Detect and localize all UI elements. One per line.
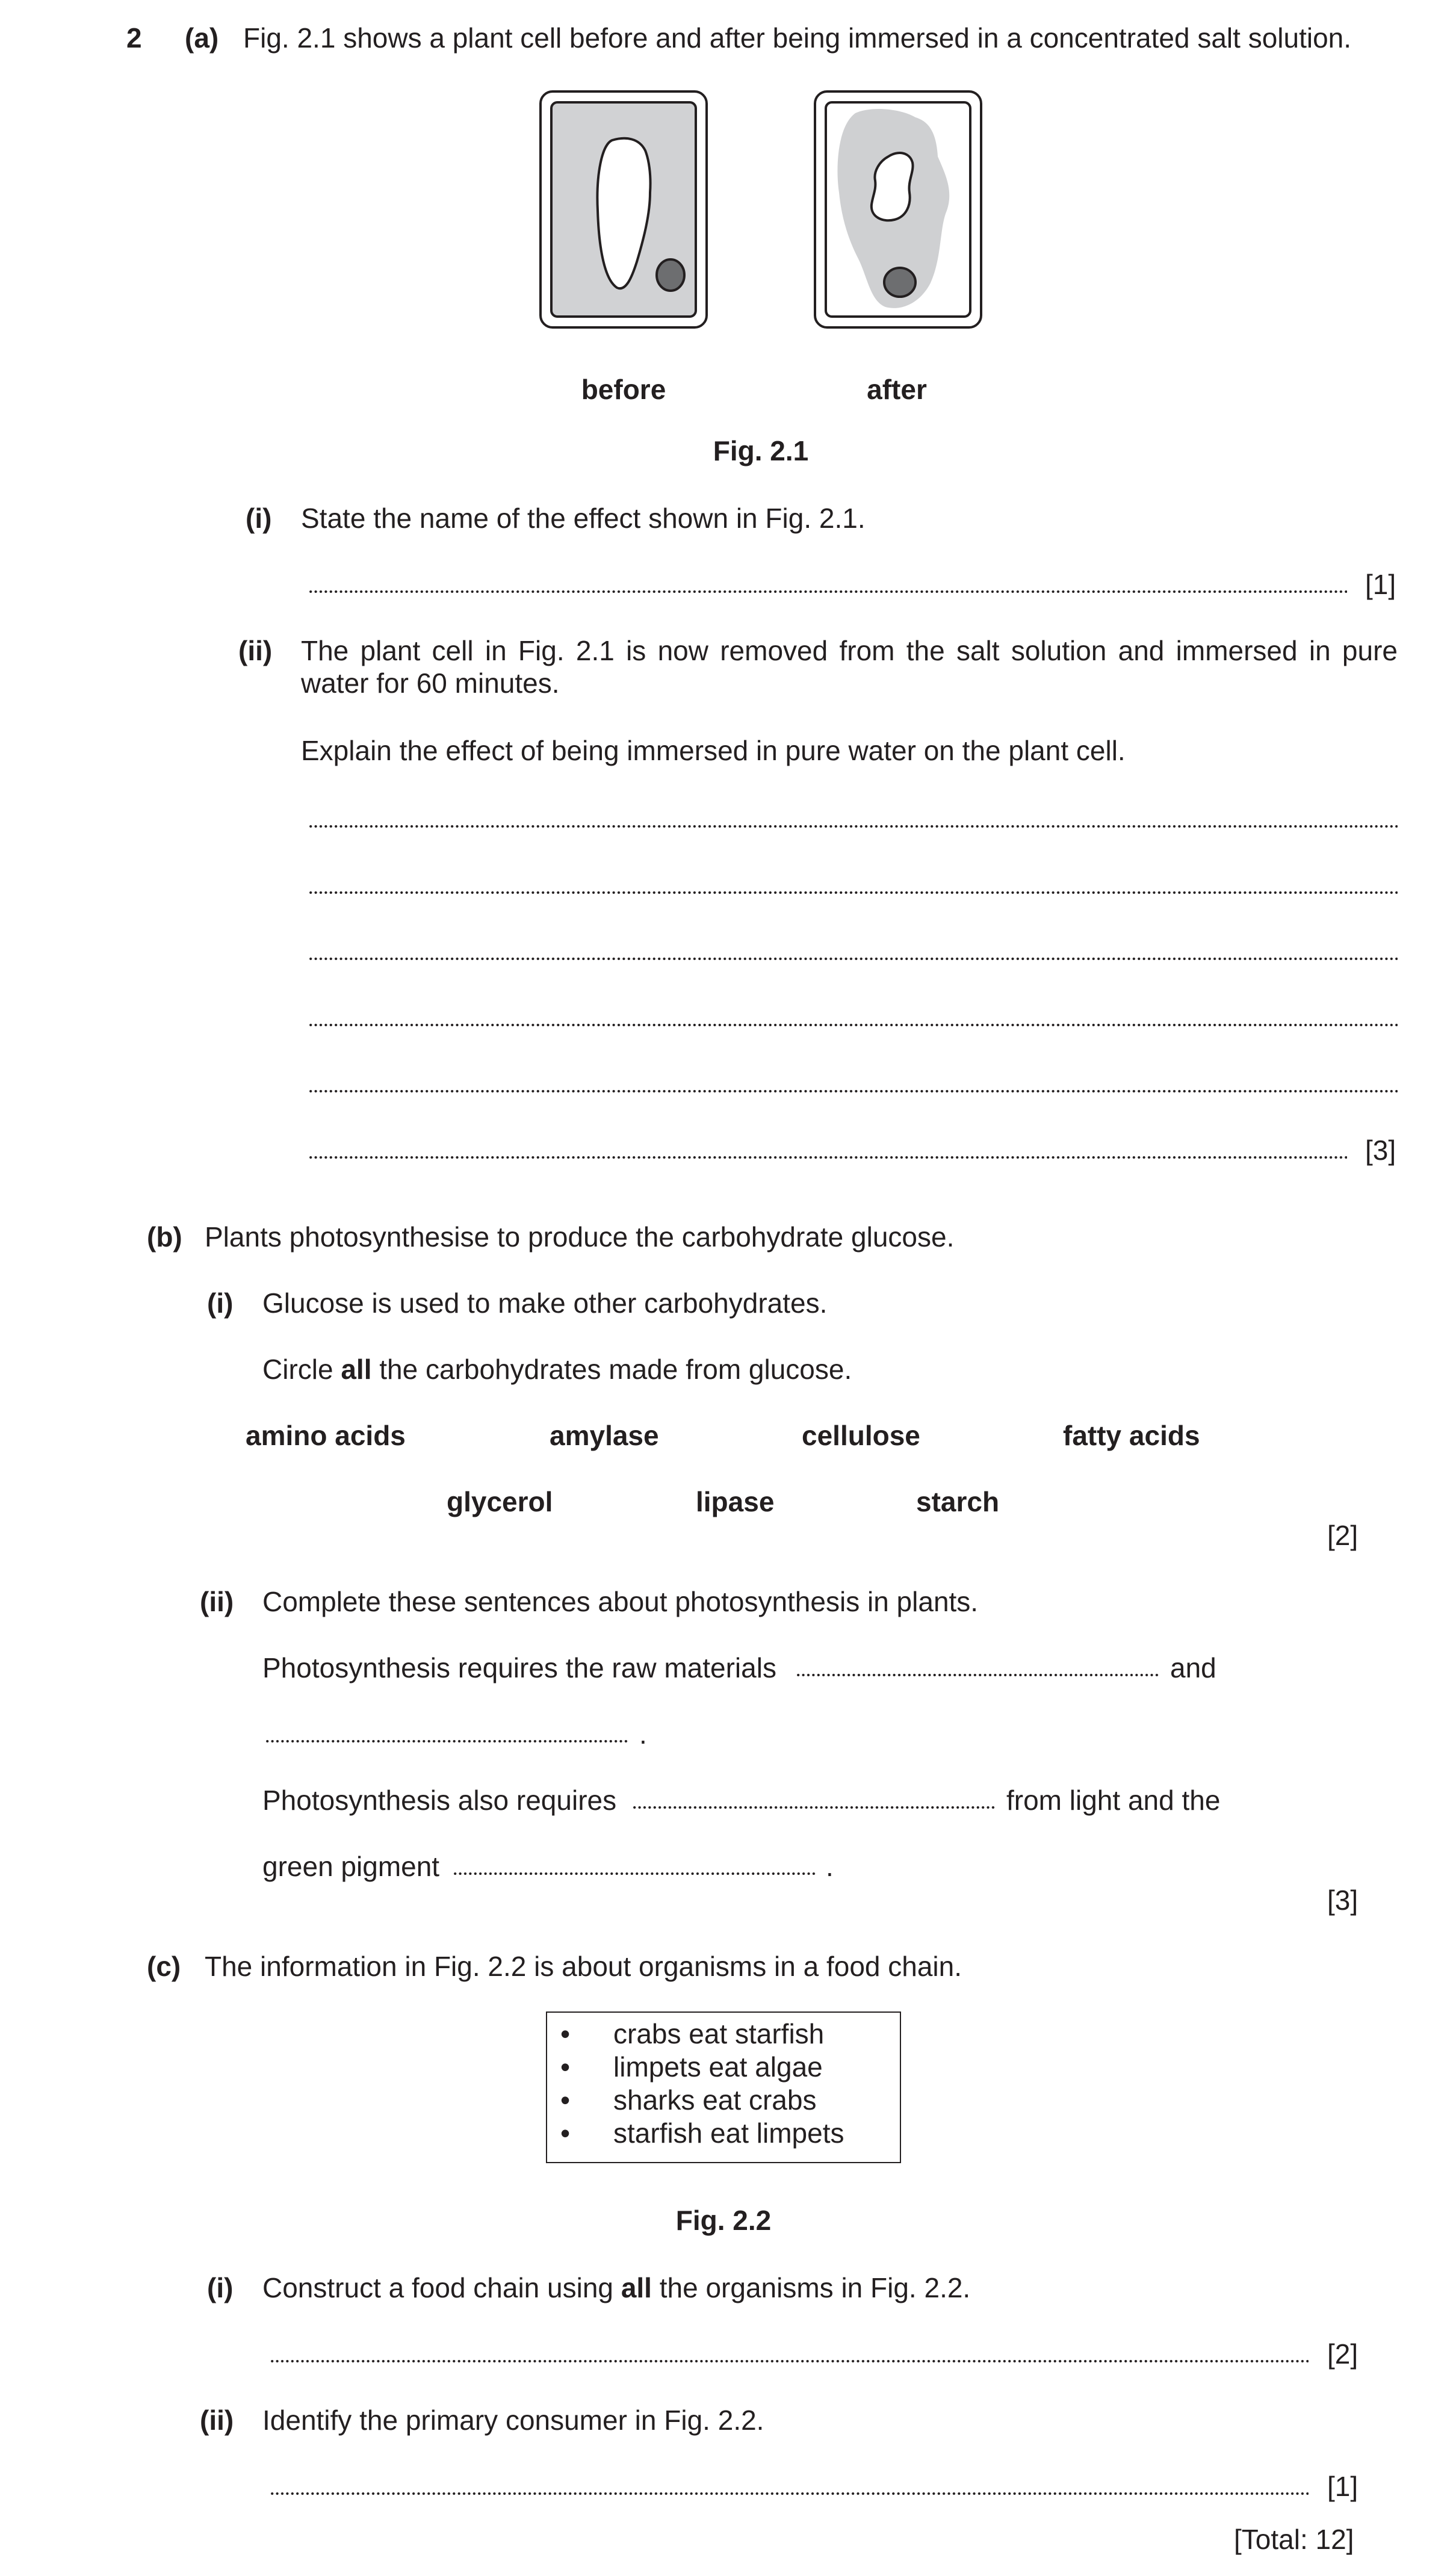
answer-line-a-i[interactable] bbox=[308, 590, 1347, 593]
part-a-ii-instruction: Explain the effect of being immersed in pure water on the plant cell. bbox=[301, 735, 1126, 766]
part-a-stem: Fig. 2.1 shows a plant cell before and after being immersed in a concentrated salt solution. bbox=[243, 22, 1352, 54]
sentence1-pre: Photosynthesis requires the raw materials bbox=[262, 1652, 776, 1683]
instruction-pre: Circle bbox=[262, 1354, 341, 1385]
marks-b-i: [2] bbox=[1327, 1520, 1358, 1551]
blank-pigment[interactable] bbox=[453, 1872, 816, 1875]
answer-line-a-ii-4[interactable] bbox=[308, 1023, 1398, 1027]
fact-bullet: • bbox=[560, 2084, 571, 2116]
marks-a-i: [1] bbox=[1365, 569, 1396, 600]
blank-raw-material-1[interactable] bbox=[796, 1673, 1159, 1677]
nucleus-after bbox=[884, 268, 915, 297]
option-cellulose[interactable]: cellulose bbox=[802, 1420, 920, 1451]
part-c-i-label: (i) bbox=[207, 2272, 234, 2303]
sentence2-pre: Photosynthesis also requires bbox=[262, 1785, 617, 1816]
marks-c-ii: [1] bbox=[1327, 2471, 1358, 2502]
text-emphasis: all bbox=[621, 2272, 652, 2303]
fact-bullet: • bbox=[560, 2018, 571, 2049]
marks-a-ii: [3] bbox=[1365, 1135, 1396, 1166]
part-a-i-label: (i) bbox=[246, 503, 272, 534]
option-amino-acids[interactable]: amino acids bbox=[246, 1420, 406, 1451]
sentence1-mid: and bbox=[1170, 1652, 1216, 1683]
part-b-stem: Plants photosynthesise to produce the carbohydrate glucose. bbox=[205, 1221, 955, 1253]
figure-caption-2-1: Fig. 2.1 bbox=[713, 435, 809, 466]
cell-before bbox=[541, 91, 707, 327]
fact-item: crabs eat starfish bbox=[613, 2018, 825, 2049]
option-amylase[interactable]: amylase bbox=[550, 1420, 659, 1451]
part-c-ii-text: Identify the primary consumer in Fig. 2.2. bbox=[262, 2405, 764, 2436]
answer-line-a-ii-3[interactable] bbox=[308, 957, 1398, 961]
option-fatty-acids[interactable]: fatty acids bbox=[1063, 1420, 1200, 1451]
blank-raw-material-2[interactable] bbox=[265, 1739, 628, 1743]
option-glycerol[interactable]: glycerol bbox=[447, 1486, 553, 1517]
part-c-label: (c) bbox=[147, 1951, 181, 1982]
part-b-i-label: (i) bbox=[207, 1287, 234, 1319]
fig-label-before: before bbox=[581, 374, 666, 405]
part-a-ii-text-line2: water for 60 minutes. bbox=[301, 667, 560, 699]
total-marks: [Total: 12] bbox=[1234, 2524, 1354, 2555]
part-a-ii-label: (ii) bbox=[238, 635, 273, 666]
marks-b-ii: [3] bbox=[1327, 1885, 1358, 1916]
fact-item: starfish eat limpets bbox=[613, 2117, 844, 2149]
sentence3-pre: green pigment bbox=[262, 1851, 440, 1882]
figure-caption-2-2: Fig. 2.2 bbox=[675, 2205, 772, 2236]
cell-after bbox=[815, 91, 981, 327]
part-a-label: (a) bbox=[185, 22, 219, 54]
blank-energy[interactable] bbox=[632, 1806, 996, 1809]
question-number: 2 bbox=[126, 22, 142, 54]
part-a-ii-text-line1: The plant cell in Fig. 2.1 is now removed from the salt solution and immersed in pure bbox=[301, 635, 1398, 666]
option-lipase[interactable]: lipase bbox=[696, 1486, 775, 1517]
fact-item: sharks eat crabs bbox=[613, 2084, 817, 2116]
part-b-i-instruction bbox=[262, 1355, 852, 1383]
text-post: the organisms in Fig. 2.2. bbox=[651, 2272, 971, 2303]
part-b-ii-label: (ii) bbox=[200, 1586, 234, 1617]
instruction-emphasis: all bbox=[341, 1354, 372, 1385]
part-b-label: (b) bbox=[147, 1221, 182, 1253]
answer-line-c-i[interactable] bbox=[270, 2359, 1309, 2363]
fig-label-after: after bbox=[867, 374, 927, 405]
sentence1-end: . bbox=[639, 1718, 647, 1750]
part-c-stem: The information in Fig. 2.2 is about organisms in a food chain. bbox=[205, 1951, 962, 1982]
part-c-i-text bbox=[262, 2274, 970, 2302]
option-starch[interactable]: starch bbox=[916, 1486, 1000, 1517]
answer-line-a-ii-6[interactable] bbox=[308, 1156, 1347, 1159]
answer-line-a-ii-1[interactable] bbox=[308, 825, 1398, 828]
answer-line-c-ii[interactable] bbox=[270, 2492, 1309, 2495]
fact-bullet: • bbox=[560, 2051, 571, 2083]
sentence3-end: . bbox=[826, 1851, 834, 1882]
part-c-ii-label: (ii) bbox=[200, 2405, 234, 2436]
instruction-post: the carbohydrates made from glucose. bbox=[371, 1354, 852, 1385]
answer-line-a-ii-2[interactable] bbox=[308, 891, 1398, 894]
sentence2-mid: from light and the bbox=[1006, 1785, 1221, 1816]
marks-c-i: [2] bbox=[1327, 2338, 1358, 2370]
fact-item: limpets eat algae bbox=[613, 2051, 823, 2083]
part-a-i-text: State the name of the effect shown in Fig. 2.1. bbox=[301, 503, 866, 534]
food-chain-info-box bbox=[546, 2011, 901, 2163]
figure-2-1 bbox=[530, 84, 987, 337]
part-b-ii-text: Complete these sentences about photosynthesis in plants. bbox=[262, 1586, 979, 1617]
text-pre: Construct a food chain using bbox=[262, 2272, 621, 2303]
answer-line-a-ii-5[interactable] bbox=[308, 1089, 1398, 1093]
fact-bullet: • bbox=[560, 2117, 571, 2149]
part-b-i-text: Glucose is used to make other carbohydrates. bbox=[262, 1287, 828, 1319]
nucleus-before bbox=[657, 259, 684, 291]
